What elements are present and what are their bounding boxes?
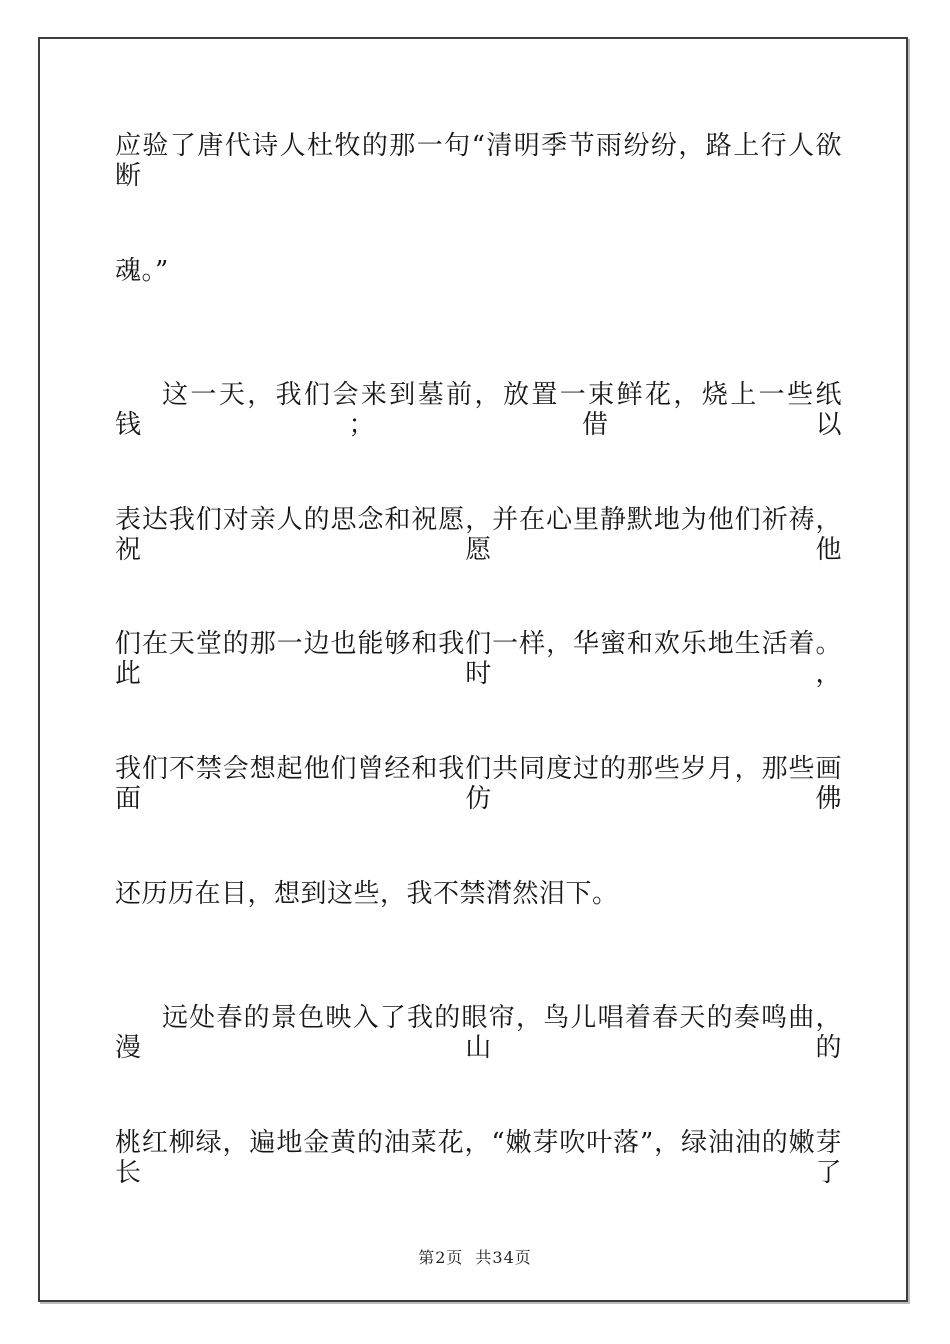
text-body xyxy=(115,131,842,1252)
text-line: 还历历在目，想到这些，我不禁潸然泪下。 xyxy=(115,878,619,909)
text-line: 应验了唐代诗人杜牧的那一句“清明季节雨纷纷，路上行人欲断 xyxy=(115,131,842,191)
footer-page-total: 共34页 xyxy=(475,1248,532,1267)
text-line: 这一天，我们会来到墓前，放置一束鲜花，烧上一些纸钱；借以 xyxy=(115,380,842,441)
text-line: 表达我们对亲人的思念和祝愿，并在心里静默地为他们祈祷，祝愿他 xyxy=(115,504,842,565)
text-line: 我们不禁会想起他们曾经和我们共同度过的那些岁月，那些画面仿佛 xyxy=(115,753,842,814)
text-line: 桃红柳绿，遍地金黄的油菜花，“嫩芽吹叶落”，绿油油的嫩芽长了 xyxy=(115,1127,842,1188)
text-line: 们在天堂的那一边也能够和我们一样，华蜜和欢乐地生活着。此时， xyxy=(115,629,842,690)
text-line: 魂。” xyxy=(115,255,169,286)
text-line: 远处春的景色映入了我的眼帘，鸟儿唱着春天的奏鸣曲，漫山的 xyxy=(115,1003,842,1064)
page-footer xyxy=(39,1245,911,1268)
footer-page-number: 第2页 xyxy=(418,1248,464,1267)
